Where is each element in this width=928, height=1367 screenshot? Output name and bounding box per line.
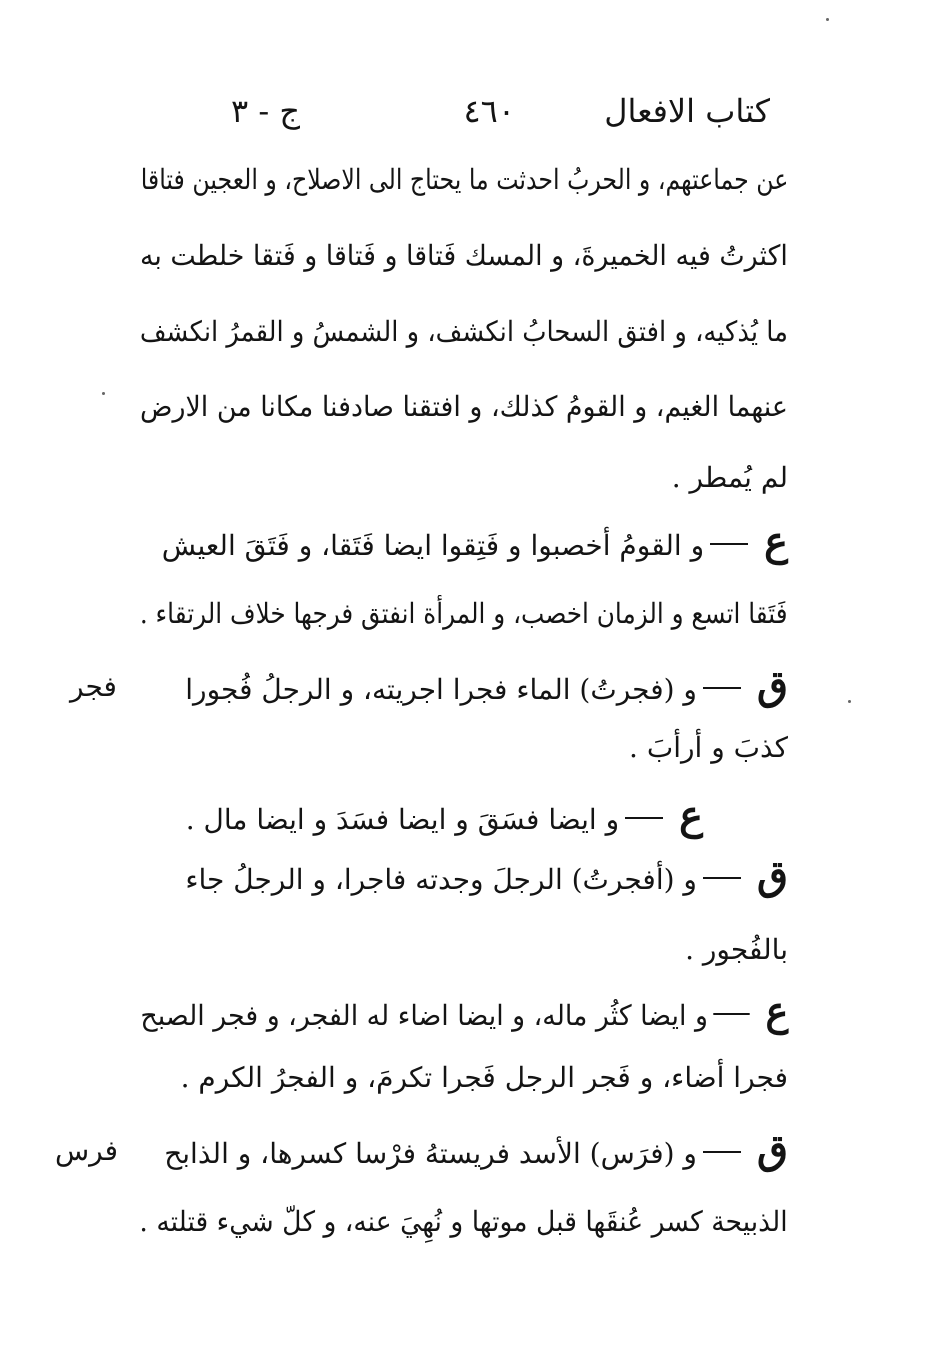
entry-line	[140, 988, 788, 1036]
text-line: ما يُذكيه، و افتق السحابُ انكشف، و الشمسُ و القمرُ انكشف	[139, 315, 788, 348]
volume-label: ج - ٣	[231, 92, 300, 130]
entry-text: و (فجرتُ) الماء فجرا اجريته، و الرجلُ فُجورا	[185, 673, 697, 706]
page-number: ٤٦٠	[463, 92, 515, 130]
text-line: بالفُجور .	[685, 933, 788, 966]
dash-rule	[703, 687, 741, 689]
entry-text: و (فرَس) الأسد فريستهُ فرْسا كسرها، و الذابح	[164, 1137, 697, 1170]
text-line: كذبَ و أرأبَ .	[629, 731, 788, 764]
entry-marker: ع	[679, 792, 703, 839]
dash-rule	[703, 877, 741, 879]
entry-text: و ايضا كثُر ماله، و ايضا اضاء له الفجر، و فجر الصبح	[140, 999, 708, 1032]
scan-speck	[102, 392, 105, 395]
dash-rule	[625, 817, 663, 819]
entry-marker: ع	[764, 518, 788, 565]
text-line: عنهما الغيم، و القومُ كذلك، و افتقنا صادفنا مكانا من الارض	[140, 390, 788, 423]
entry-line	[185, 792, 703, 840]
entry-line	[164, 1126, 788, 1174]
dash-rule	[710, 543, 748, 545]
entry-marker: ق	[756, 1126, 788, 1173]
text-line: اكثرتُ فيه الخميرةَ، و المسك فَتاقا و فَتاقا و فَتقا خلطت به	[140, 239, 788, 272]
text-line: لم يُمطر .	[671, 461, 788, 494]
margin-headword: فرس	[55, 1134, 119, 1167]
entry-text: و (أفجرتُ) الرجلَ وجدته فاجرا، و الرجلُ جاء	[185, 863, 697, 896]
text-line: الذبيحة كسر عُنقَها قبل موتها و نُهِيَ عنه، و كلّ شيء قتلته .	[139, 1205, 788, 1238]
page-header	[180, 92, 770, 142]
book-title: كتاب الافعال	[604, 92, 770, 130]
text-line: فجرا أضاء، و فَجر الرجل فَجرا تكرمَ، و الفجرُ الكرم .	[180, 1061, 788, 1094]
margin-headword: فجر	[70, 670, 117, 703]
entry-line	[161, 518, 788, 566]
entry-marker: ق	[756, 852, 788, 899]
entry-line	[185, 852, 788, 900]
entry-marker: ق	[756, 662, 788, 709]
dash-rule	[703, 1151, 741, 1153]
scan-speck	[848, 700, 851, 703]
text-line: عن جماعتهم، و الحربُ احدثت ما يحتاج الى الاصلاح، و العجين فتاقا	[140, 163, 788, 196]
scan-speck	[826, 18, 829, 21]
entry-text: و القومُ أخصبوا و فَتِقوا ايضا فَتَقا، و فَتَقَ العيش	[161, 529, 705, 562]
entry-text: و ايضا فسَقَ و ايضا فسَدَ و ايضا مال .	[185, 803, 620, 836]
entry-marker: ع	[765, 988, 788, 1035]
dash-rule	[713, 1013, 749, 1015]
entry-line	[185, 662, 788, 710]
text-line: فَتَقا اتسع و الزمان اخصب، و المرأة انفتق فرجها خلاف الرتقاء .	[140, 597, 788, 630]
